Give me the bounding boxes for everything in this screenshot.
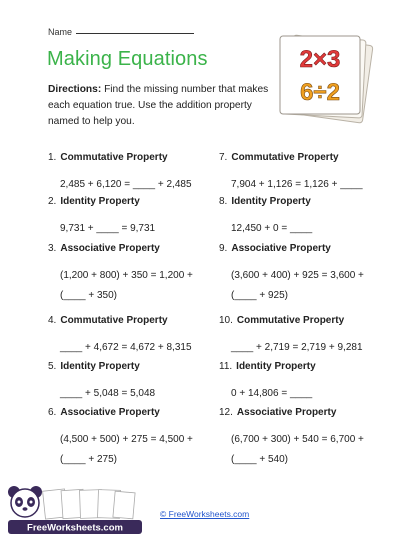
- problem-number: 12.: [219, 407, 233, 418]
- problem-property: Associative Property: [60, 243, 160, 254]
- problem-9: [219, 243, 364, 306]
- directions-label: Directions:: [48, 84, 102, 95]
- footer-link[interactable]: © FreeWorksheets.com: [160, 509, 250, 519]
- problem-6: [48, 407, 193, 470]
- problem-property: Identity Property: [231, 196, 311, 207]
- art-line-2: 6÷2: [300, 79, 340, 106]
- problem-equation: (1,200 + 800) + 350 = 1,200 +: [60, 270, 193, 281]
- problem-number: 3.: [48, 243, 57, 254]
- problem-property: Identity Property: [60, 196, 140, 207]
- problem-2: [48, 196, 156, 239]
- problem-property: Commutative Property: [60, 152, 168, 163]
- problem-equation: ____ + 2,719 = 2,719 + 9,281: [231, 342, 363, 353]
- problem-equation-cont: (____ + 925): [231, 290, 288, 301]
- problem-equation: 0 + 14,806 = ____: [231, 388, 313, 399]
- problem-equation: 7,904 + 1,126 = 1,126 + ____: [231, 179, 363, 190]
- name-label: Name: [48, 27, 73, 37]
- problem-number: 10.: [219, 315, 233, 326]
- directions: [48, 82, 276, 130]
- problem-7: [219, 152, 363, 195]
- problem-number: 4.: [48, 315, 57, 326]
- problem-12: [219, 407, 364, 470]
- problem-8: [219, 196, 311, 239]
- problem-4: [48, 315, 192, 358]
- directions-text: Find the missing number that makes each equation true. Use the addition property named to help you.: [48, 84, 269, 127]
- problem-property: Commutative Property: [60, 315, 168, 326]
- problem-equation: ____ + 5,048 = 5,048: [60, 388, 156, 399]
- problem-1: [48, 152, 192, 195]
- problem-10: [219, 315, 363, 358]
- problem-property: Commutative Property: [236, 315, 345, 326]
- problem-property: Identity Property: [236, 361, 316, 372]
- worksheet-stack-icon: [43, 489, 135, 519]
- problem-equation: (3,600 + 400) + 925 = 3,600 +: [231, 270, 364, 281]
- problem-equation-cont: (____ + 275): [60, 454, 117, 465]
- problem-number: 6.: [48, 407, 57, 418]
- problem-number: 5.: [48, 361, 57, 372]
- page-title: Making Equations: [47, 48, 208, 70]
- problem-number: 8.: [219, 196, 228, 207]
- name-row: [48, 27, 194, 37]
- art-line-1: 2×3: [299, 46, 341, 73]
- problem-equation: 12,450 + 0 = ____: [231, 223, 313, 234]
- problem-equation: (4,500 + 500) + 275 = 4,500 +: [60, 434, 193, 445]
- problem-number: 11.: [219, 361, 233, 372]
- problem-property: Associative Property: [231, 243, 331, 254]
- problem-equation: 9,731 + ____ = 9,731: [60, 223, 156, 234]
- name-line: [76, 33, 194, 34]
- problem-5: [48, 361, 156, 404]
- problem-property: Associative Property: [236, 407, 337, 418]
- problem-number: 9.: [219, 243, 228, 254]
- problem-property: Commutative Property: [231, 152, 339, 163]
- problem-number: 7.: [219, 152, 228, 163]
- problem-equation: 2,485 + 6,120 = ____ + 2,485: [60, 179, 192, 190]
- problem-equation-cont: (____ + 350): [60, 290, 117, 301]
- math-symbols-illustration: [274, 32, 374, 124]
- problem-11: [219, 361, 316, 404]
- freeworksheets-logo: [4, 478, 144, 536]
- problem-equation: (6,700 + 300) + 540 = 6,700 +: [231, 434, 364, 445]
- problem-number: 1.: [48, 152, 57, 163]
- logo-text: FreeWorksheets.com: [27, 522, 123, 534]
- problem-3: [48, 243, 193, 306]
- problem-property: Associative Property: [60, 407, 160, 418]
- problem-number: 2.: [48, 196, 57, 207]
- panda-icon: [8, 486, 42, 517]
- problem-equation: ____ + 4,672 = 4,672 + 8,315: [60, 342, 192, 353]
- problem-property: Identity Property: [60, 361, 140, 372]
- problem-equation-cont: (____ + 540): [231, 454, 288, 465]
